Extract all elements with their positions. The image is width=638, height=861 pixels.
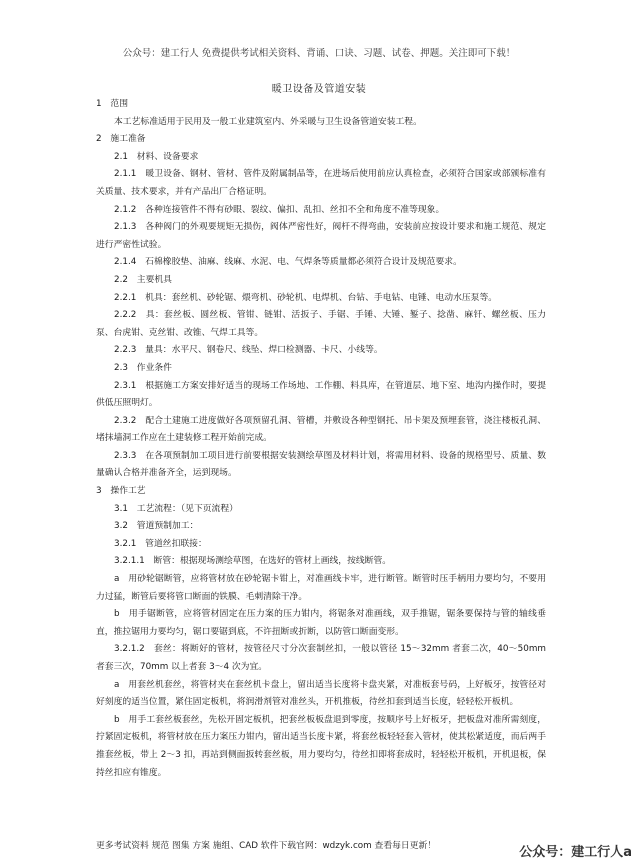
paragraph: 3.2.1.1 断管：根据现场测绘草图，在选好的管材上画线，按线断管。 [114,556,392,567]
paragraph: 2.3.2 配合土建施工进度做好各项预留孔洞、管槽，并敷设各种型钢托、吊卡架及预埋套管，浇注楼板孔洞、堵抹墙洞工作应在土建装修工程开始前完成。 [96,415,546,444]
paragraph: 2.1.3 各种阀门的外观要规矩无损伤，阀体严密性好，阀杆不得弯曲，安装前应按设计要求和施工规范、规定进行严密性试验。 [96,222,546,250]
document-body [96,96,546,782]
paragraph: 2.1.4 石棉橡胶垫、油麻、线麻、水泥、电、气焊条等质量都必须符合设计及规范要求。 [114,257,462,268]
paragraph: 2.2.2 具：套丝板、圆丝板、管钳、链钳、活扳子、手锯、手锤、大锤、錾子、捻凿、麻钎、螺丝板、压力泵、台虎钳、克丝钳、改锥、气焊工具等。 [96,310,546,338]
header-note: 公众号：建工行人 免费提供考试相关资料、背诵、口诀、习题、试卷、押题。关注即可下载！ [122,48,516,59]
paragraph: 2.3.1 根据施工方案安排好适当的现场工作场地、工作棚、料具库，在管道层、地下室、地沟内操作时，要提供低压照明灯。 [96,380,546,409]
paragraph: 2.2 主要机具 [114,274,172,285]
paragraph: 2.1.2 各种连接管件不得有砂眼、裂纹、偏扣、乱扣、丝扣不全和角度不准等现象。 [114,204,445,215]
paragraph: 3.2 管道预制加工： [114,521,199,532]
paragraph: 2.1 材料、设备要求 [114,151,199,162]
paragraph: 2.1.1 暖卫设备、钢材、管材、管件及附属制品等，在进场后使用前应认真检查，必须符合国家或部颁标准有关质量、技术要求，并有产品出厂合格证明。 [96,169,546,197]
paragraph: 2.2.1 机具：套丝机、砂轮锯、煨弯机、砂轮机、电焊机、台钻、手电钻、电锤、电动水压泵等。 [114,292,498,303]
paragraph: 3.2.1 管道丝扣联接： [114,538,207,549]
paragraph: a 用砂轮锯断管，应将管材放在砂轮锯卡钳上，对准画线卡牢，进行断管。断管时压手柄用力要均匀，不要用力过猛，断管后要将管口断面的铁膜、毛刺清除干净。 [96,574,546,602]
paragraph: 2.3.3 在各项预制加工项目进行前要根据安装测绘草图及材料计划，将需用材料、设备的规格型号、质量、数量确认合格并准备齐全，运到现场。 [96,450,546,479]
paragraph: 2.3 作业条件 [114,362,172,373]
paragraph: b 用手工套丝板套丝，先松开固定板机，把套丝板板盘退到零度，按顺序号上好板牙，把板盘对准所需刻度，拧紧固定板机，将管材放在压力案压力钳内，留出适当长度卡紧，将套丝板轻轻套入管材，使其松紧适度，而后两手推套丝板，带上 2～3 扣，再站到侧面扳转套丝板，用力要均匀，待丝扣即将套成时，轻轻松开板机，开机退板，保持丝扣应有锥度。 [96,714,546,778]
footer-watermark: 公众号：建工行人a [519,845,632,860]
paragraph: 1 范围 [96,99,128,109]
footer-note: 更多考试资料 规范 图集 方案 施组、CAD 软件下载官网：wdzyk.com 查看每日更新！ [96,841,437,851]
paragraph: 3 操作工艺 [96,486,146,497]
paragraph: a 用套丝机套丝，将管材夹在套丝机卡盘上，留出适当长度将卡盘夹紧，对准板套号码，上好板牙，按管径对好刻度的适当位置，紧住固定板机，将润滑剂管对准丝头，开机推板，待丝扣套到适当长度，轻轻松开板机。 [96,679,546,708]
document-title: 暖卫设备及管道安装 [271,84,367,95]
paragraph: b 用手锯断管，应将管材固定在压力案的压力钳内，将锯条对准画线，双手推锯，锯条要保持与管的轴线垂直，推拉锯用力要均匀，锯口要锯到底，不许扭断或折断，以防管口断面变形。 [96,609,546,637]
paragraph: 3.1 工艺流程：（见下页流程） [114,503,238,514]
paragraph: 3.2.1.2 套丝：将断好的管材，按管径尺寸分次套制丝扣，一般以管径 15～32mm 者套二次，40～50mm 者套三次，70mm 以上者套 3～4 次为宜。 [96,644,546,672]
paragraph: 2 施工准备 [96,134,146,145]
paragraph: 本工艺标准适用于民用及一般工业建筑室内、外采暖与卫生设备管道安装工程。 [114,116,422,127]
paragraph: 2.2.3 量具：水平尺、钢卷尺、线坠、焊口检测器、卡尺、小线等。 [114,345,383,356]
